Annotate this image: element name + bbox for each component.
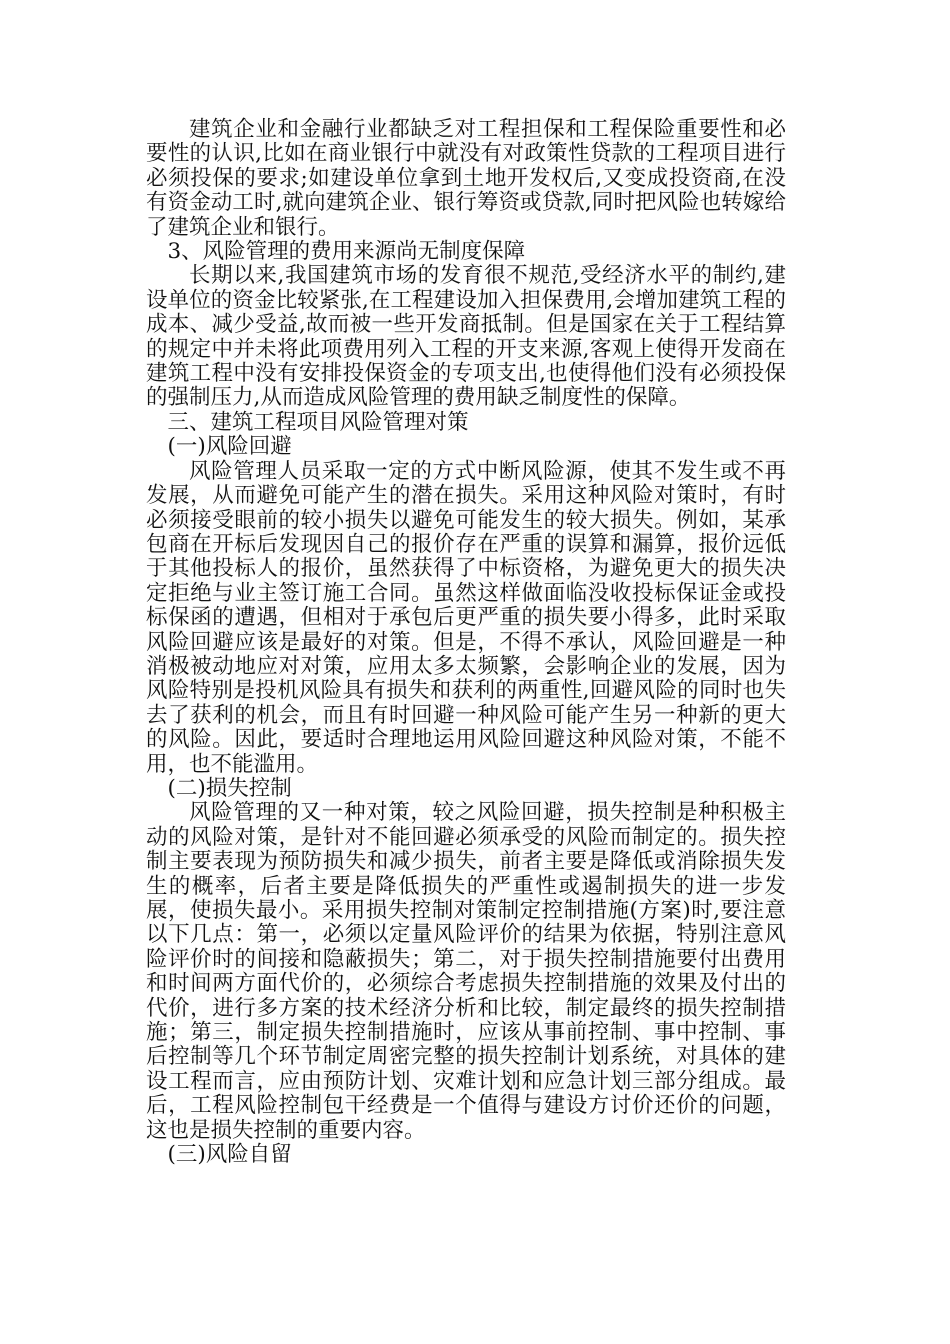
paragraph-loss-control: 风险管理的又一种对策，较之风险回避，损失控制是种积极主动的风险对策，是针对不能回避必须承受的风险而制定的。损失控制主要表现为预防损失和减少损失，前者主要是降低或消除损失发生的概率，后者主要是降低损失的严重性或遏制损失的进一步发展，使损失最小。采用损失控制对策制定控制措施(方案)时,要注意以下几点：第一，必须以定量风险评价的结果为依据，特别注意风险评价时的间接和隐蔽损失；第二，对于损失控制措施要付出费用和时间两方面代价的，必须综合考虑损失控制措施的效果及付出的代价，进行多方案的技术经济分析和比较，制定最终的损失控制措施；第三，制定损失控制措施时，应该从事前控制、事中控制、事后控制等几个环节制定周密完整的损失控制计划系统，对具体的建设工程而言，应由预防计划、灾难计划和应急计划三部分组成。最后，工程风险控制包干经费是一个值得与建设方讨价还价的问题，这也是损失控制的重要内容。 [146,800,786,1143]
heading-loss-control: (二)损失控制 [167,775,292,801]
heading-risk-avoidance: (一)风险回避 [167,434,292,460]
paragraph-cost-source: 长期以来,我国建筑市场的发育很不规范,受经济水平的制约,建设单位的资金比较紧张,在工程建设加入担保费用,会增加建筑工程的成本、减少受益,故而被一些开发商抵制。但是国家在关于工程结算的规定中并未将此项费用列入工程的开支来源,客观上使得开发商在建筑工程中没有安排投保资金的专项支出,也使得他们没有必须投保的强制压力,从而造成风险管理的费用缺乏制度性的保障。 [146,263,786,411]
heading-countermeasures: 三、建筑工程项目风险管理对策 [167,409,469,435]
heading-cost-source: 3、风险管理的费用来源尚无制度保障 [167,239,526,265]
heading-risk-retention: (三)风险自留 [167,1142,292,1168]
paragraph-risk-avoidance: 风险管理人员采取一定的方式中断风险源，使其不发生或不再发展，从而避免可能产生的潜在损失。采用这种风险对策时，有时必须接受眼前的较小损失以避免可能发生的较大损失。例如，某承包商在开标后发现因自己的报价存在严重的误算和漏算，报价远低于其他投标人的报价，虽然获得了中标资格，为避免更大的损失决定拒绝与业主签订施工合同。虽然这样做面临没收投标保证金或投标保函的遭遇，但相对于承包后更严重的损失要小得多，此时采取风险回避应该是最好的对策。但是，不得不承认，风险回避是一种消极被动地应对对策，应用太多太频繁，会影响企业的发展，因为风险特别是投机风险具有损失和获利的两重性,回避风险的同时也失去了获利的机会，而且有时回避一种风险可能产生另一种新的更大的风险。因此，要适时合理地运用风险回避这种风险对策，不能不用，也不能滥用。 [146,458,786,777]
paragraph-guarantee-awareness: 建筑企业和金融行业都缺乏对工程担保和工程保险重要性和必要性的认识,比如在商业银行中就没有对政策性贷款的工程项目进行必须投保的要求;如建设单位拿到土地开发权后,又变成投资商,在没有资金动工时,就向建筑企业、银行筹资或贷款,同时把风险也转嫁给了建筑企业和银行。 [146,117,786,240]
document-page [146,118,786,1167]
